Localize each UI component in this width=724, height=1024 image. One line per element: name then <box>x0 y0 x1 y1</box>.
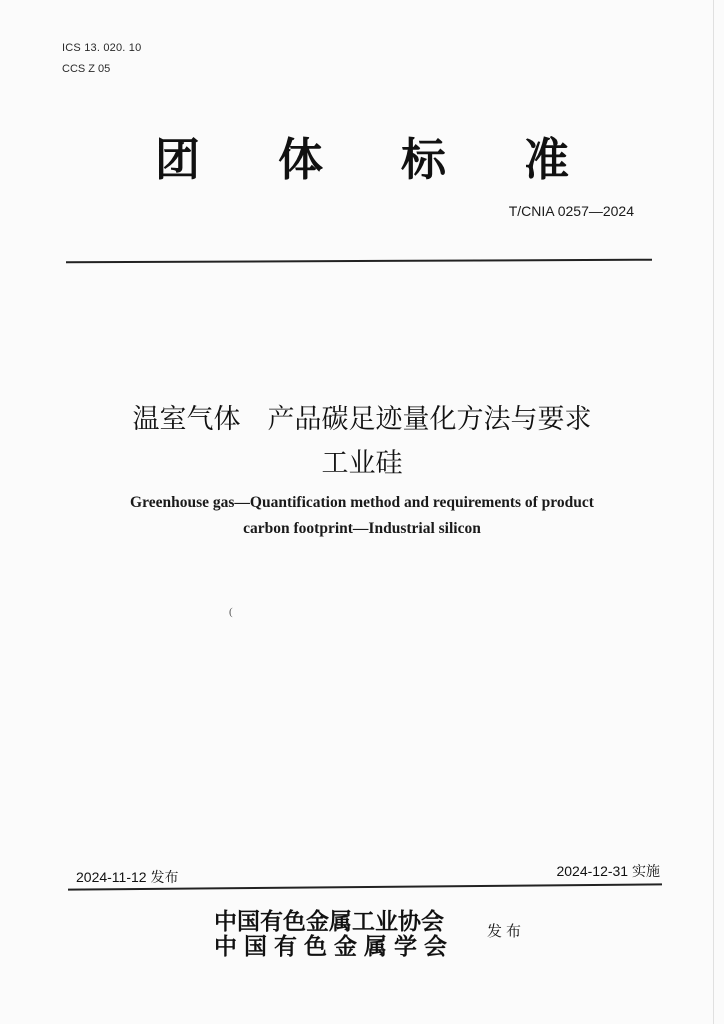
implementation-date: 2024-12-31 实施 <box>556 863 660 879</box>
ics-code: ICS 13. 020. 10 <box>62 42 142 54</box>
english-title-line-1: Greenhouse gas—Quantification method and requirements of product <box>130 494 594 511</box>
english-title-line-2: carbon footprint—Industrial silicon <box>243 520 481 537</box>
chinese-title-line-1: 温室气体 产品碳足迹量化方法与要求 <box>132 404 592 435</box>
standard-type-title: 团体标准 <box>154 133 647 186</box>
scan-mark: ( <box>229 606 233 618</box>
issuer-organization-1: 中国有色金属工业协会 <box>214 908 444 935</box>
top-divider <box>66 259 652 264</box>
chinese-title-line-2: 工业硅 <box>321 448 403 479</box>
ccs-code: CCS Z 05 <box>62 63 111 75</box>
publish-label: 发布 <box>487 922 526 940</box>
issuer-organization-2: 中国有色金属学会 <box>214 933 454 960</box>
issue-date: 2024-11-12 发布 <box>76 869 179 885</box>
standard-number: T/CNIA 0257—2024 <box>508 203 634 219</box>
